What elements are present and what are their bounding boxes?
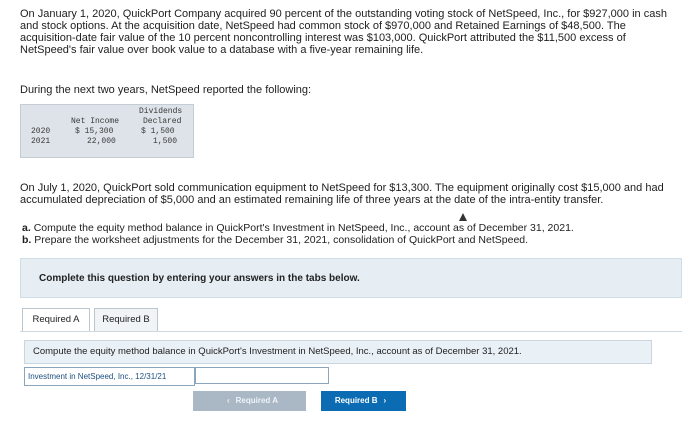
mouse-cursor-icon xyxy=(459,213,467,221)
task-letter: a. xyxy=(22,222,31,234)
equipment-sale-text: On July 1, 2020, QuickPort sold communication equipment to NetSpeed for $13,300. The equipment originally cost $15,000 and had accumulated depreciation of $5,000 and an estimated remaining life of three years at the date of the intra-entity transfer. xyxy=(20,182,664,206)
next-required-b-button[interactable] xyxy=(321,391,406,411)
chevron-right-icon: › xyxy=(383,396,387,405)
instruction-text: Complete this question by entering your answers in the tabs below. xyxy=(39,273,360,284)
netspeed-results-figure xyxy=(20,104,194,158)
investment-row-label: Investment in NetSpeed, Inc., 12/31/21 xyxy=(24,367,195,386)
row-dividends: 1,500 xyxy=(153,137,178,146)
task-letter: b. xyxy=(22,234,32,246)
problem-intro: On January 1, 2020, QuickPort Company acquired 90 percent of the outstanding voting stock of NetSpeed, Inc., for $927,000 in cash and stock options. At the acquisition date, NetSpeed had common stock of $970,000 and Retained Earnings of $48,500. The acquisition-date fair value of the 10 percent noncontrolling interest was $103,000. QuickPort attributed the $11,500 excess of NetSpeed's fair value over book value to a database with a five-year remaining life. xyxy=(20,8,667,56)
task-list xyxy=(22,222,682,246)
task-text: Prepare the worksheet adjustments for the December 31, 2021, consolidation of QuickPort and NetSpeed. xyxy=(34,234,529,246)
prev-required-a-button[interactable] xyxy=(193,391,306,411)
row-year: 2020 xyxy=(31,127,51,136)
prev-button-label: Required A xyxy=(235,396,279,405)
data-lead-in: During the next two years, NetSpeed reported the following: xyxy=(20,84,312,96)
task-a xyxy=(22,222,682,234)
dividends-header-1: Dividends xyxy=(139,107,183,116)
dividends-header-2: Declared xyxy=(143,117,182,126)
row-year: 2021 xyxy=(31,137,51,146)
instruction-box xyxy=(20,258,682,298)
tab-required-b[interactable]: Required B xyxy=(94,308,158,331)
chevron-left-icon: ‹ xyxy=(226,396,230,405)
investment-balance-input[interactable] xyxy=(195,367,329,384)
net-income-header: Net Income xyxy=(71,117,120,126)
next-button-label: Required B xyxy=(334,396,378,405)
row-net-income: 22,000 xyxy=(87,137,116,146)
row-net-income: $ 15,300 xyxy=(75,127,114,136)
tab-required-a[interactable]: Required A xyxy=(22,308,90,331)
task-text: Compute the equity method balance in QuickPort's Investment in NetSpeed, Inc., account as of December 31, 2021. xyxy=(33,222,574,234)
panel-question: Compute the equity method balance in QuickPort's Investment in NetSpeed, Inc., account as of December 31, 2021. xyxy=(24,340,652,364)
task-b xyxy=(22,234,682,246)
row-dividends: $ 1,500 xyxy=(141,127,175,136)
